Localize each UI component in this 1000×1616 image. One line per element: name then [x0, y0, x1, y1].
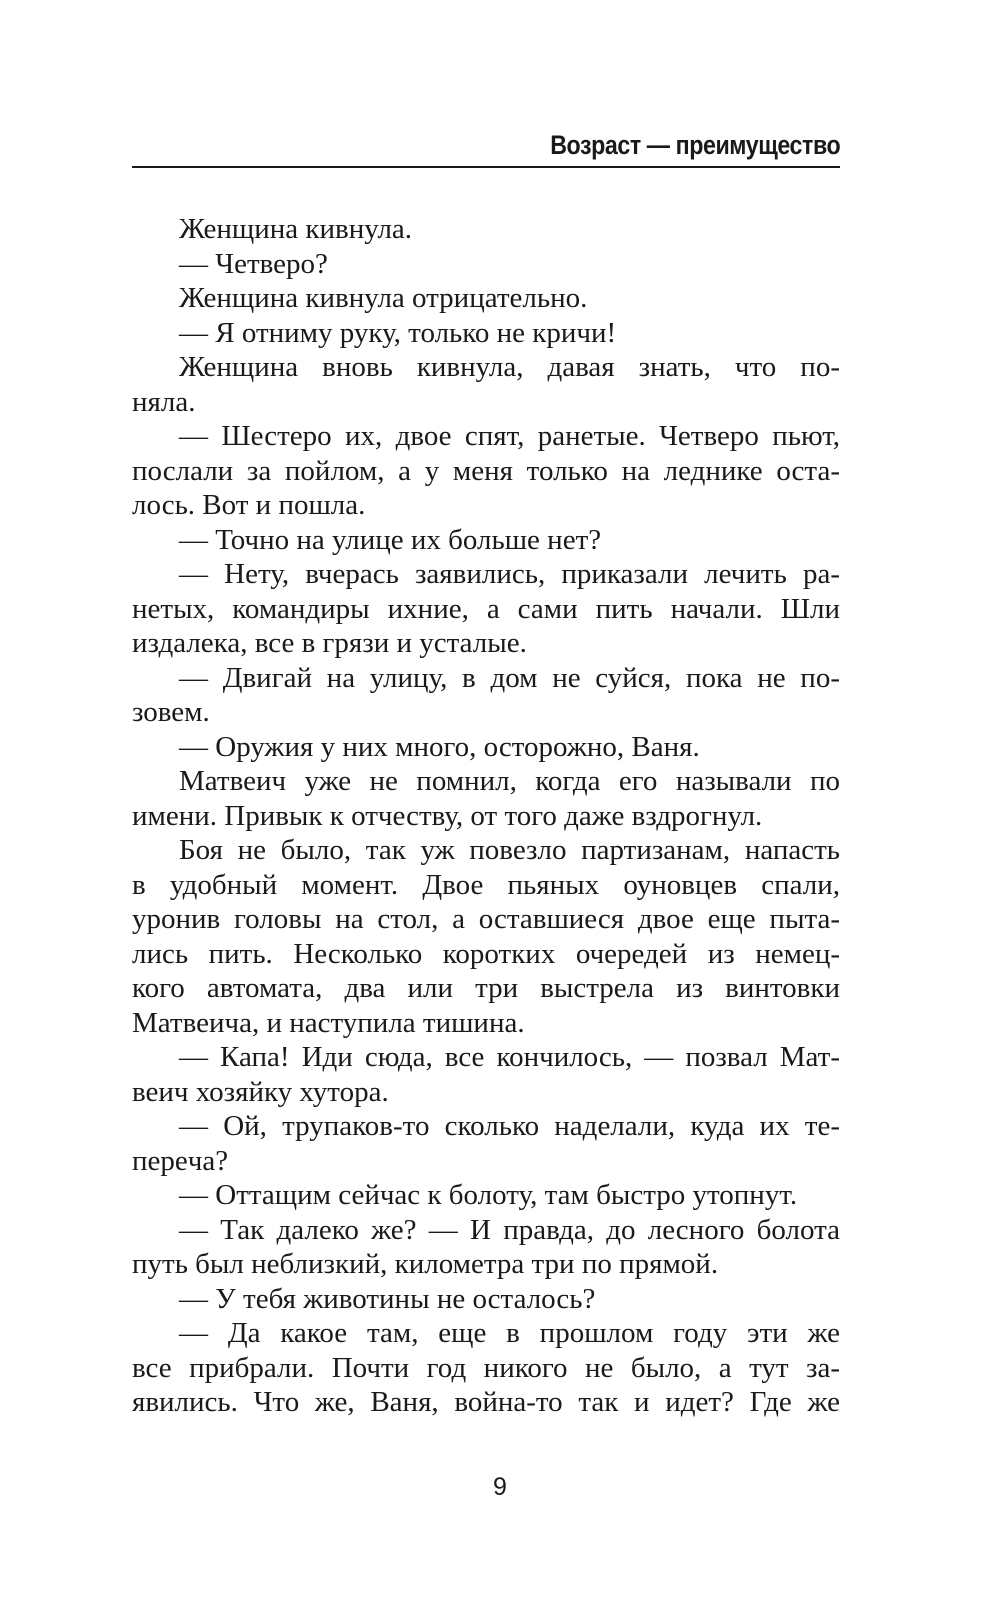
text-line: — Оружия у них много, осторожно, Ваня.: [179, 730, 700, 763]
text-line: Матвеич уже не помнил, когда его называли по: [179, 765, 840, 797]
text-line: Боя не было, так уж повезло партизанам, напасть: [179, 834, 840, 866]
running-header: [132, 128, 840, 168]
text-line: все прибрали. Почти год никого не было, а тут за-: [132, 1351, 840, 1384]
text-line: — Оттащим сейчас к болоту, там быстро утопнут.: [179, 1179, 798, 1211]
text-line: — Так далеко же? — И правда, до лесного болота: [179, 1213, 840, 1246]
text-line: — Нету, вчерась заявились, приказали лечить ра-: [179, 558, 840, 590]
text-line: зовем.: [132, 696, 210, 728]
text-line: лось. Вот и пошла.: [132, 489, 366, 521]
text-line: нетых, командиры ихние, а сами пить начали. Шли: [132, 592, 840, 625]
text-line: — Точно на улице их больше нет?: [179, 523, 602, 556]
text-line: — У тебя животины не осталось?: [179, 1282, 596, 1315]
text-line: — Ой, трупаков-то сколько наделали, куда их те-: [179, 1110, 840, 1142]
text-line: путь был неблизкий, километра три по прямой.: [132, 1248, 719, 1280]
text-line: — Капа! Иди сюда, все кончилось, — позвал Мат-: [179, 1041, 840, 1073]
text-line: — Двигай на улицу, в дом не суйся, пока не по-: [179, 661, 840, 694]
text-line: кого автомата, два или три выстрела из винтовки: [132, 972, 840, 1004]
text-line: в удобный момент. Двое пьяных оуновцев спали,: [132, 868, 840, 901]
running-title: Возраст — преимущество: [549, 130, 840, 160]
text-line: — Да какое там, еще в прошлом году эти же: [179, 1317, 840, 1349]
text-line: — Шестеро их, двое спят, ранетые. Четверо пьют,: [179, 420, 840, 452]
text-line: явились. Что же, Ваня, война-то так и идет? Где же: [132, 1386, 840, 1418]
text-line: лись пить. Несколько коротких очередей из немец-: [132, 937, 840, 970]
page-number: 9: [493, 1473, 507, 1501]
text-line: Матвеича, и наступила тишина.: [132, 1006, 525, 1039]
text-line: послали за пойлом, а у меня только на леднике оста-: [132, 454, 840, 487]
body-text: [132, 212, 840, 1420]
text-line: веич хозяйку хутора.: [132, 1075, 389, 1108]
text-line: перeча?: [132, 1144, 229, 1177]
text-line: няла.: [132, 385, 196, 418]
text-line: Женщина кивнула отрицательно.: [179, 282, 588, 314]
text-line: Женщина вновь кивнула, давая знать, что по-: [179, 351, 840, 383]
text-line: — Четверо?: [179, 247, 328, 280]
text-line: уронив головы на стол, а оставшиеся двое еще пыта-: [132, 903, 840, 935]
text-line: — Я отниму руку, только не кричи!: [179, 316, 617, 349]
text-line: имени. Привык к отчеству, от того даже вздрогнул.: [132, 799, 763, 832]
text-line: Женщина кивнула.: [179, 213, 413, 245]
text-line: издалека, все в грязи и усталые.: [132, 627, 527, 659]
